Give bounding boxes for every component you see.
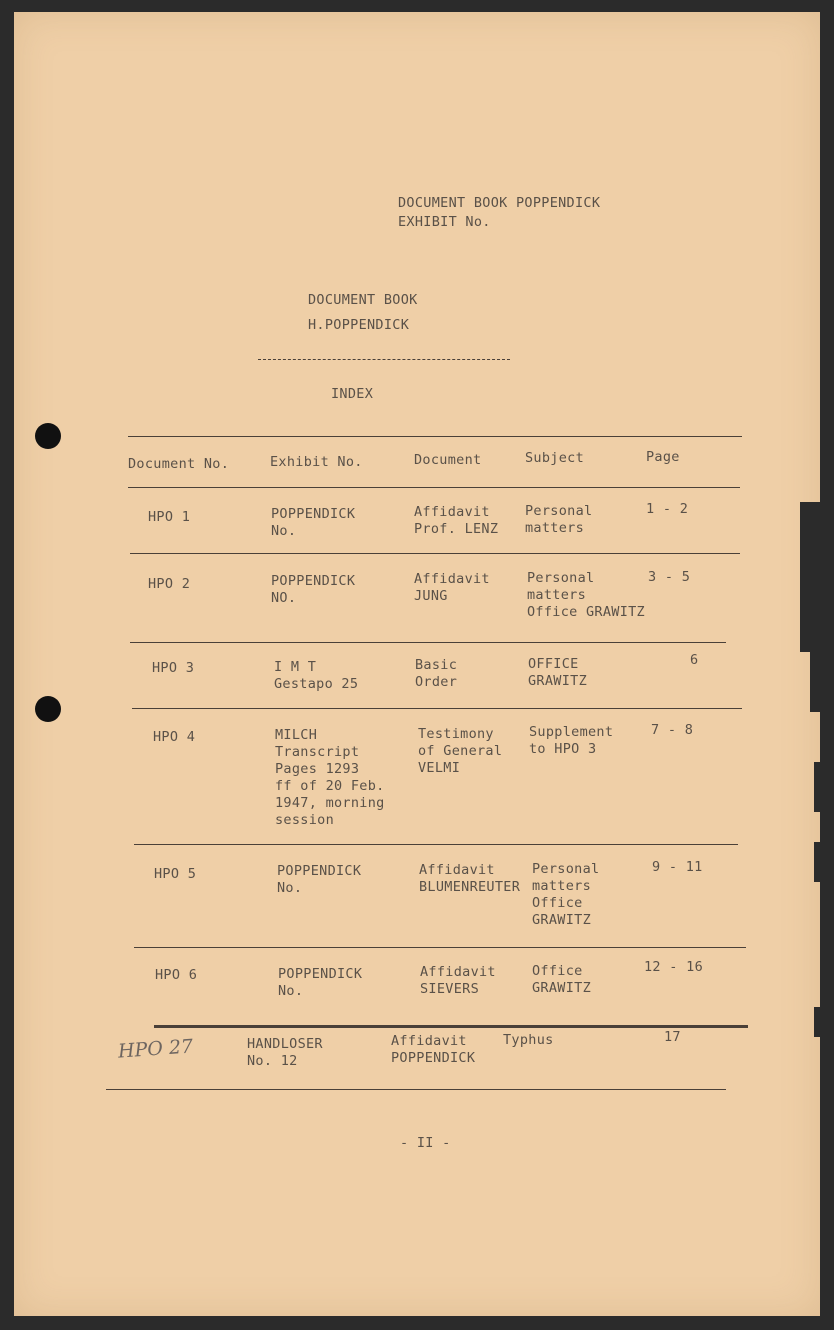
- punch-hole: [35, 423, 61, 449]
- row-subject: matters: [527, 587, 586, 603]
- row-page: 1 - 2: [646, 501, 689, 517]
- torn-edge: [814, 762, 820, 812]
- row-exhibit: POPPENDICK: [277, 863, 362, 879]
- torn-edge: [814, 842, 820, 882]
- col-subject: Subject: [525, 450, 584, 466]
- row-subject: matters: [525, 520, 584, 536]
- row-document: Prof. LENZ: [414, 521, 499, 537]
- row-doc-no: HPO 1: [148, 509, 191, 525]
- row-subject: Typhus: [503, 1032, 554, 1048]
- row-subject: to HPO 3: [529, 741, 597, 757]
- row-page: 9 - 11: [652, 859, 703, 875]
- row-doc-no: HPO 5: [154, 866, 197, 882]
- row-doc-no: HPO 4: [153, 729, 196, 745]
- row-exhibit: Transcript: [275, 744, 360, 760]
- row-document: POPPENDICK: [391, 1050, 476, 1066]
- row-exhibit: No. 12: [247, 1053, 298, 1069]
- page-number: - II -: [400, 1135, 451, 1151]
- row-document: Affidavit: [414, 571, 490, 587]
- row-document: Affidavit: [414, 504, 490, 520]
- book-title: DOCUMENT BOOK: [308, 292, 418, 308]
- separator: [258, 359, 510, 360]
- row-document: SIEVERS: [420, 981, 479, 997]
- table-rule: [132, 708, 742, 709]
- row-doc-no: HPO 3: [152, 660, 195, 676]
- row-exhibit: POPPENDICK: [278, 966, 363, 982]
- row-document: VELMI: [418, 760, 461, 776]
- col-page: Page: [646, 449, 680, 465]
- handwritten-doc-no: HPO 27: [117, 1035, 194, 1063]
- row-subject: GRAWITZ: [532, 912, 591, 928]
- row-subject: OFFICE: [528, 656, 579, 672]
- torn-edge: [814, 1007, 820, 1037]
- row-exhibit: ff of 20 Feb.: [275, 778, 385, 794]
- row-document: Testimony: [418, 726, 494, 742]
- table-rule: [106, 1089, 726, 1090]
- row-exhibit: No.: [277, 880, 303, 896]
- row-exhibit: POPPENDICK: [271, 506, 356, 522]
- row-subject: Office GRAWITZ: [527, 604, 645, 620]
- row-subject: Personal: [525, 503, 593, 519]
- table-rule: [134, 947, 746, 948]
- header-exhibit: EXHIBIT No.: [398, 214, 491, 230]
- row-document: of General: [418, 743, 503, 759]
- row-document: Affidavit: [419, 862, 495, 878]
- row-document: Affidavit: [391, 1033, 467, 1049]
- row-document: Order: [415, 674, 458, 690]
- col-document: Document: [414, 452, 482, 468]
- row-document: Affidavit: [420, 964, 496, 980]
- document-page: [14, 12, 820, 1316]
- row-subject: matters: [532, 878, 591, 894]
- table-rule: [154, 1025, 748, 1028]
- row-exhibit: No.: [278, 983, 304, 999]
- row-exhibit: session: [275, 812, 334, 828]
- punch-hole: [35, 696, 61, 722]
- row-subject: Office: [532, 895, 583, 911]
- col-document-no: Document No.: [128, 456, 230, 472]
- row-exhibit: Pages 1293: [275, 761, 360, 777]
- row-page: 12 - 16: [644, 959, 703, 975]
- row-exhibit: I M T: [274, 659, 317, 675]
- row-exhibit: MILCH: [275, 727, 318, 743]
- header-title: DOCUMENT BOOK POPPENDICK: [398, 195, 601, 211]
- book-subtitle: H.POPPENDICK: [308, 317, 410, 333]
- row-subject: Personal: [527, 570, 595, 586]
- row-exhibit: No.: [271, 523, 297, 539]
- table-rule: [130, 642, 726, 643]
- table-rule: [134, 844, 738, 845]
- table-rule: [128, 436, 742, 437]
- row-exhibit: Gestapo 25: [274, 676, 359, 692]
- row-exhibit: HANDLOSER: [247, 1036, 323, 1052]
- row-document: BLUMENREUTER: [419, 879, 521, 895]
- row-exhibit: NO.: [271, 590, 297, 606]
- row-page: 17: [664, 1029, 681, 1045]
- row-subject: Supplement: [529, 724, 614, 740]
- row-exhibit: 1947, morning: [275, 795, 385, 811]
- row-doc-no: HPO 2: [148, 576, 191, 592]
- row-document: JUNG: [414, 588, 448, 604]
- row-page: 6: [690, 652, 699, 668]
- row-document: Basic: [415, 657, 458, 673]
- row-page: 7 - 8: [651, 722, 694, 738]
- row-subject: GRAWITZ: [528, 673, 587, 689]
- row-doc-no: HPO 6: [155, 967, 198, 983]
- col-exhibit-no: Exhibit No.: [270, 454, 363, 470]
- torn-edge: [800, 502, 820, 652]
- index-title: INDEX: [331, 386, 374, 402]
- table-rule: [130, 553, 740, 554]
- row-exhibit: POPPENDICK: [271, 573, 356, 589]
- row-subject: GRAWITZ: [532, 980, 591, 996]
- row-subject: Personal: [532, 861, 600, 877]
- torn-edge: [810, 652, 820, 712]
- table-rule: [128, 487, 740, 488]
- row-subject: Office: [532, 963, 583, 979]
- row-page: 3 - 5: [648, 569, 691, 585]
